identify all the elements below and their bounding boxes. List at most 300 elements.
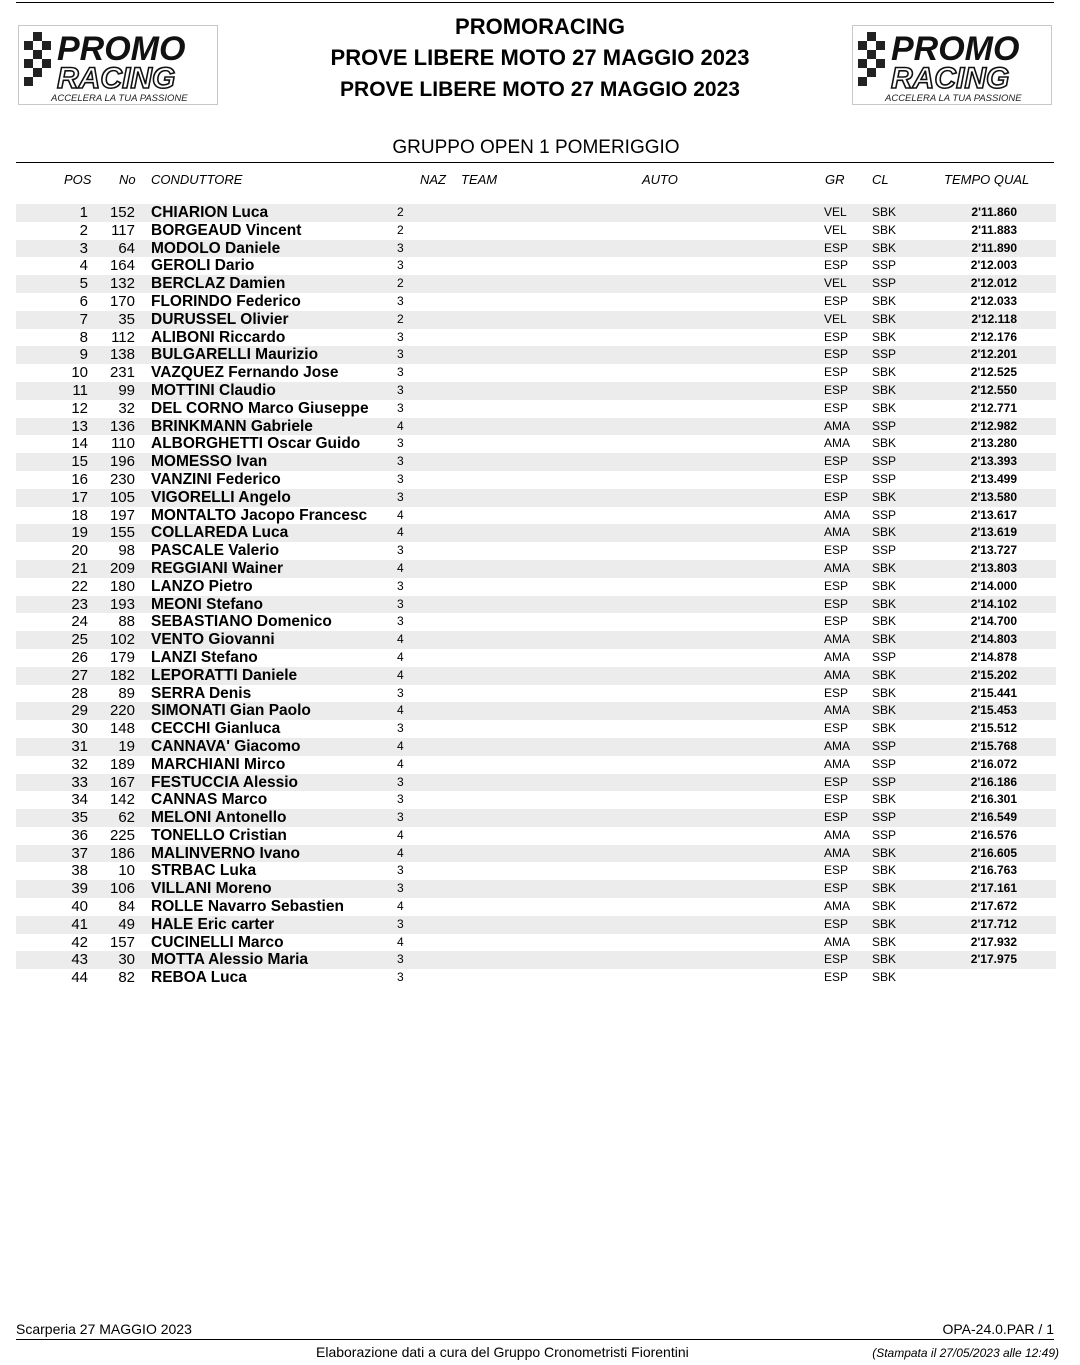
result-driver: BORGEAUD Vincent: [151, 221, 302, 239]
result-pos: 7: [79, 310, 88, 328]
result-time: 2'13.499: [970, 471, 1017, 486]
table-row: [16, 311, 1056, 329]
result-group: ESP: [824, 382, 849, 397]
result-pos: 22: [71, 577, 88, 595]
result-number: 182: [109, 666, 135, 684]
result-number: 105: [109, 488, 135, 506]
table-row: [16, 649, 1056, 667]
result-group: ESP: [824, 329, 849, 344]
result-naz: 3: [397, 810, 404, 825]
result-number: 49: [118, 915, 135, 933]
result-number: 88: [118, 613, 135, 631]
result-class: SBK: [872, 721, 897, 736]
table-row: [16, 631, 1056, 649]
result-class: SSP: [872, 258, 897, 273]
result-pos: 13: [71, 417, 88, 435]
result-group: ESP: [824, 970, 849, 985]
result-pos: 29: [71, 702, 88, 720]
result-number: 35: [118, 310, 135, 328]
result-time: 2'16.576: [970, 827, 1017, 842]
result-number: 196: [109, 453, 135, 471]
result-time: 2'16.301: [970, 792, 1017, 807]
result-class: SBK: [872, 667, 897, 682]
result-driver: REBOA Luca: [151, 969, 247, 987]
result-number: 10: [118, 862, 135, 880]
title-event: PROVE LIBERE MOTO 27 MAGGIO 2023: [330, 45, 750, 70]
result-number: 167: [109, 773, 135, 791]
result-group: ESP: [824, 881, 849, 896]
result-naz: 3: [397, 721, 404, 736]
result-naz: 3: [397, 347, 404, 362]
result-pos: 42: [71, 933, 88, 951]
result-class: SBK: [872, 560, 897, 575]
result-time: 2'12.982: [970, 418, 1017, 433]
result-group: ESP: [824, 916, 849, 931]
table-row: [16, 364, 1056, 382]
result-group: AMA: [824, 934, 851, 949]
result-naz: 2: [397, 311, 404, 326]
logo-racing-text: RACING: [57, 62, 176, 95]
result-driver: FLORINDO Federico: [151, 292, 301, 310]
result-time: 2'17.712: [970, 916, 1017, 931]
result-naz: 3: [397, 596, 404, 611]
result-naz: 3: [397, 952, 404, 967]
result-naz: 3: [397, 258, 404, 273]
result-group: ESP: [824, 454, 849, 469]
result-time: 2'15.441: [970, 685, 1017, 700]
result-number: 82: [118, 969, 135, 987]
result-time: 2'17.932: [970, 934, 1017, 949]
result-time: 2'11.860: [971, 205, 1017, 219]
footer-page-code: OPA-24.0.PAR / 1: [942, 1321, 1054, 1337]
result-time: 2'12.201: [970, 347, 1017, 362]
result-driver: MONTALTO Jacopo Francesc: [151, 506, 368, 524]
result-group: ESP: [824, 347, 849, 362]
result-group: AMA: [824, 525, 851, 540]
result-time: 2'13.280: [970, 436, 1017, 451]
result-number: 152: [109, 204, 135, 221]
result-time: 2'14.878: [970, 649, 1017, 664]
result-naz: 3: [397, 454, 404, 469]
result-naz: 3: [397, 685, 404, 700]
result-driver: CHIARION Luca: [151, 204, 269, 221]
results-table: [16, 204, 1056, 987]
result-number: 19: [118, 737, 135, 755]
result-number: 186: [109, 844, 135, 862]
result-time: 2'12.003: [970, 258, 1017, 273]
table-row: [16, 738, 1056, 756]
result-class: SSP: [872, 756, 897, 771]
result-pos: 2: [79, 221, 88, 239]
result-time: 2'12.012: [970, 276, 1017, 291]
result-pos: 34: [71, 791, 88, 809]
result-number: 32: [118, 399, 135, 417]
result-group: AMA: [824, 436, 851, 451]
result-time: 2'14.102: [970, 596, 1017, 611]
result-driver: HALE Eric carter: [151, 915, 275, 933]
result-driver: ALIBONI Riccardo: [151, 328, 286, 346]
result-pos: 17: [71, 488, 88, 506]
result-group: ESP: [824, 489, 849, 504]
result-time: 2'12.771: [970, 400, 1017, 415]
result-number: 148: [109, 720, 135, 738]
result-number: 230: [109, 470, 135, 488]
result-number: 99: [118, 381, 135, 399]
result-driver: SIMONATI Gian Paolo: [151, 702, 311, 720]
result-time: 2'16.763: [970, 863, 1017, 878]
result-time: 2'16.186: [970, 774, 1017, 789]
result-driver: DEL CORNO Marco Giuseppe: [151, 399, 369, 417]
table-row: [16, 329, 1056, 347]
result-naz: 4: [397, 525, 404, 540]
result-number: 110: [111, 435, 135, 453]
result-driver: FESTUCCIA Alessio: [151, 773, 298, 791]
result-number: 102: [109, 631, 135, 649]
result-number: 225: [109, 826, 135, 844]
result-time: 2'13.803: [970, 560, 1017, 575]
result-time: 2'15.768: [970, 738, 1017, 753]
result-number: 138: [109, 346, 135, 364]
result-pos: 11: [72, 381, 88, 399]
group-title: GRUPPO OPEN 1 POMERIGGIO: [392, 137, 680, 158]
result-group: AMA: [824, 667, 851, 682]
result-naz: 4: [397, 632, 404, 647]
col-header-cl: CL: [872, 172, 889, 187]
logo-tagline: ACCELERA LA TUA PASSIONE: [51, 93, 188, 104]
result-naz: 4: [397, 934, 404, 949]
result-pos: 19: [71, 524, 88, 542]
table-row: [16, 791, 1056, 809]
result-driver: VILLANI Moreno: [151, 880, 272, 898]
result-driver: COLLAREDA Luca: [151, 524, 289, 542]
result-driver: MODOLO Daniele: [151, 239, 281, 257]
result-group: ESP: [824, 293, 849, 308]
result-naz: 3: [397, 240, 404, 255]
result-group: VEL: [824, 276, 847, 291]
result-time: 2'17.672: [970, 899, 1017, 914]
result-number: 220: [109, 702, 135, 720]
result-number: 180: [109, 577, 135, 595]
result-group: ESP: [824, 365, 849, 380]
result-class: SBK: [872, 881, 897, 896]
result-group: ESP: [824, 774, 849, 789]
result-naz: 2: [397, 222, 404, 237]
col-header-no: No: [119, 172, 136, 187]
result-number: 30: [118, 951, 135, 969]
result-pos: 26: [71, 648, 88, 666]
result-time: 2'13.393: [970, 454, 1017, 469]
result-class: SSP: [872, 649, 897, 664]
result-driver: MOMESSO Ivan: [151, 453, 268, 471]
result-driver: BERCLAZ Damien: [151, 275, 286, 293]
result-pos: 35: [71, 809, 88, 827]
result-group: ESP: [824, 614, 849, 629]
table-row: [16, 204, 1056, 222]
result-number: 157: [109, 933, 135, 951]
result-class: SBK: [872, 489, 897, 504]
result-time: 2'12.118: [971, 311, 1017, 326]
table-row: [16, 827, 1056, 845]
result-class: SBK: [872, 952, 897, 967]
result-number: 197: [109, 506, 135, 524]
result-driver: MOTTINI Claudio: [151, 381, 276, 399]
result-class: SBK: [872, 596, 897, 611]
result-driver: MELONI Antonello: [151, 809, 287, 827]
result-group: AMA: [824, 418, 851, 433]
result-pos: 8: [79, 328, 88, 346]
result-naz: 3: [397, 543, 404, 558]
result-naz: 2: [397, 205, 404, 219]
table-row: [16, 969, 1056, 987]
result-time: 2'11.883: [971, 222, 1017, 237]
result-class: SBK: [872, 365, 897, 380]
result-class: SBK: [872, 578, 897, 593]
table-row: [16, 934, 1056, 952]
result-pos: 1: [79, 204, 88, 221]
table-row: [16, 845, 1056, 863]
result-number: 64: [118, 239, 135, 257]
footer-printed: (Stampata il 27/05/2023 alle 12:49): [872, 1346, 1059, 1360]
result-pos: 43: [71, 951, 88, 969]
table-row: [16, 382, 1056, 400]
result-naz: 3: [397, 578, 404, 593]
result-class: SBK: [872, 614, 897, 629]
result-group: ESP: [824, 578, 849, 593]
result-time: 2'17.161: [970, 881, 1017, 896]
result-driver: GEROLI Dario: [151, 257, 255, 275]
promoracing-logo-right: [852, 25, 1052, 105]
result-number: 193: [109, 595, 135, 613]
result-class: SSP: [872, 454, 897, 469]
logo-promo-text: PROMO: [57, 30, 186, 68]
result-class: SBK: [872, 400, 897, 415]
result-class: SBK: [872, 934, 897, 949]
result-naz: 3: [397, 293, 404, 308]
title-event-repeat: PROVE LIBERE MOTO 27 MAGGIO 2023: [340, 78, 740, 101]
result-group: ESP: [824, 240, 849, 255]
table-row: [16, 756, 1056, 774]
table-row: [16, 346, 1056, 364]
result-driver: VENTO Giovanni: [151, 631, 275, 649]
result-driver: LANZO Pietro: [151, 577, 253, 595]
result-driver: STRBAC Luka: [151, 862, 257, 880]
table-row: [16, 685, 1056, 703]
result-naz: 4: [397, 667, 404, 682]
table-row: [16, 613, 1056, 631]
result-pos: 15: [71, 453, 88, 471]
result-time: 2'12.525: [970, 365, 1017, 380]
result-group: ESP: [824, 810, 849, 825]
footer-elaboration: Elaborazione dati a cura del Gruppo Cronometristi Fiorentini: [316, 1344, 689, 1360]
table-row: [16, 898, 1056, 916]
result-time: 2'11.890: [971, 240, 1017, 255]
logo-tagline: ACCELERA LA TUA PASSIONE: [885, 93, 1022, 104]
result-time: 2'12.550: [970, 382, 1017, 397]
result-class: SSP: [872, 276, 897, 291]
result-number: 155: [109, 524, 135, 542]
result-pos: 31: [71, 737, 88, 755]
table-row: [16, 774, 1056, 792]
result-pos: 24: [71, 613, 88, 631]
table-row: [16, 471, 1056, 489]
logo-racing-text: RACING: [891, 62, 1010, 95]
result-group: ESP: [824, 543, 849, 558]
result-pos: 27: [71, 666, 88, 684]
result-pos: 40: [71, 898, 88, 916]
table-row: [16, 507, 1056, 525]
result-naz: 3: [397, 863, 404, 878]
result-pos: 14: [71, 435, 88, 453]
table-row: [16, 667, 1056, 685]
result-class: SSP: [872, 774, 897, 789]
result-class: SBK: [872, 685, 897, 700]
result-class: SBK: [872, 329, 897, 344]
result-group: ESP: [824, 721, 849, 736]
result-class: SSP: [872, 543, 897, 558]
result-time: 2'14.700: [970, 614, 1017, 629]
col-header-team: TEAM: [461, 172, 498, 187]
result-class: SBK: [872, 525, 897, 540]
result-group: VEL: [824, 222, 847, 237]
result-class: SSP: [872, 507, 897, 522]
result-pos: 4: [79, 257, 88, 275]
result-time: 2'14.000: [970, 578, 1017, 593]
result-group: AMA: [824, 845, 851, 860]
result-class: SBK: [872, 293, 897, 308]
result-driver: LANZI Stefano: [151, 648, 258, 666]
table-row: [16, 257, 1056, 275]
table-row: [16, 435, 1056, 453]
result-class: SBK: [872, 382, 897, 397]
table-row: [16, 596, 1056, 614]
result-driver: TONELLO Cristian: [151, 826, 287, 844]
result-naz: 3: [397, 614, 404, 629]
result-pos: 37: [71, 844, 88, 862]
result-class: SBK: [872, 205, 897, 219]
table-row: [16, 542, 1056, 560]
result-time: 2'13.580: [970, 489, 1017, 504]
result-group: ESP: [824, 596, 849, 611]
result-naz: 3: [397, 881, 404, 896]
result-pos: 16: [71, 470, 88, 488]
result-number: 84: [118, 898, 135, 916]
top-rule: [16, 2, 1054, 3]
result-group: AMA: [824, 703, 851, 718]
result-pos: 6: [79, 292, 88, 310]
result-class: SBK: [872, 311, 897, 326]
result-naz: 3: [397, 916, 404, 931]
result-pos: 3: [79, 239, 88, 257]
result-pos: 41: [71, 915, 88, 933]
result-pos: 28: [71, 684, 88, 702]
result-driver: ALBORGHETTI Oscar Guido: [151, 435, 361, 453]
result-class: SBK: [872, 703, 897, 718]
result-driver: VANZINI Federico: [151, 470, 281, 488]
table-row: [16, 453, 1056, 471]
result-group: AMA: [824, 649, 851, 664]
table-row: [16, 720, 1056, 738]
result-driver: BULGARELLI Maurizio: [151, 346, 319, 364]
result-pos: 38: [71, 862, 88, 880]
result-naz: 3: [397, 489, 404, 504]
result-driver: LEPORATTI Daniele: [151, 666, 298, 684]
table-row: [16, 418, 1056, 436]
result-naz: 2: [397, 276, 404, 291]
table-row: [16, 560, 1056, 578]
result-group: AMA: [824, 507, 851, 522]
result-naz: 4: [397, 703, 404, 718]
result-group: ESP: [824, 952, 849, 967]
result-pos: 36: [71, 826, 88, 844]
result-time: 2'13.619: [970, 525, 1017, 540]
result-driver: ROLLE Navarro Sebastien: [151, 898, 344, 916]
result-number: 98: [118, 542, 135, 560]
result-time: 2'16.549: [970, 810, 1017, 825]
result-naz: 3: [397, 400, 404, 415]
result-number: 106: [109, 880, 135, 898]
table-row: [16, 880, 1056, 898]
result-number: 136: [109, 417, 135, 435]
result-time: 2'12.176: [970, 329, 1017, 344]
result-time: 2'16.072: [970, 756, 1017, 771]
result-class: SBK: [872, 899, 897, 914]
result-group: ESP: [824, 258, 849, 273]
result-naz: 4: [397, 560, 404, 575]
result-time: 2'12.033: [970, 293, 1017, 308]
result-driver: VAZQUEZ Fernando Jose: [151, 364, 339, 382]
result-group: ESP: [824, 863, 849, 878]
table-row: [16, 293, 1056, 311]
promoracing-logo-left: [18, 25, 218, 105]
table-row: [16, 240, 1056, 258]
result-group: AMA: [824, 756, 851, 771]
result-time: 2'17.975: [970, 952, 1017, 967]
footer-location-date: Scarperia 27 MAGGIO 2023: [16, 1321, 192, 1337]
table-row: [16, 524, 1056, 542]
result-pos: 25: [71, 631, 88, 649]
footer-rule: [16, 1339, 1054, 1340]
col-header-naz: NAZ: [420, 172, 446, 187]
header-rule: [16, 162, 1054, 163]
result-driver: MEONI Stefano: [151, 595, 263, 613]
result-number: 179: [109, 648, 135, 666]
result-driver: REGGIANI Wainer: [151, 559, 284, 577]
result-pos: 20: [71, 542, 88, 560]
result-class: SBK: [872, 240, 897, 255]
result-driver: CECCHI Gianluca: [151, 720, 281, 738]
result-driver: CANNAVA' Giacomo: [151, 737, 301, 755]
table-row: [16, 222, 1056, 240]
result-naz: 3: [397, 436, 404, 451]
result-class: SSP: [872, 827, 897, 842]
result-driver: MALINVERNO Ivano: [151, 844, 300, 862]
result-pos: 5: [79, 275, 88, 293]
result-group: VEL: [824, 205, 847, 219]
table-row: [16, 275, 1056, 293]
result-time: 2'16.605: [970, 845, 1017, 860]
result-driver: PASCALE Valerio: [151, 542, 280, 560]
result-class: SBK: [872, 436, 897, 451]
result-naz: 4: [397, 827, 404, 842]
result-time: 2'15.202: [970, 667, 1017, 682]
table-row: [16, 951, 1056, 969]
result-pos: 23: [71, 595, 88, 613]
table-row: [16, 916, 1056, 934]
result-class: SSP: [872, 347, 897, 362]
result-naz: 4: [397, 649, 404, 664]
result-pos: 10: [71, 364, 88, 382]
result-driver: MARCHIANI Mirco: [151, 755, 286, 773]
